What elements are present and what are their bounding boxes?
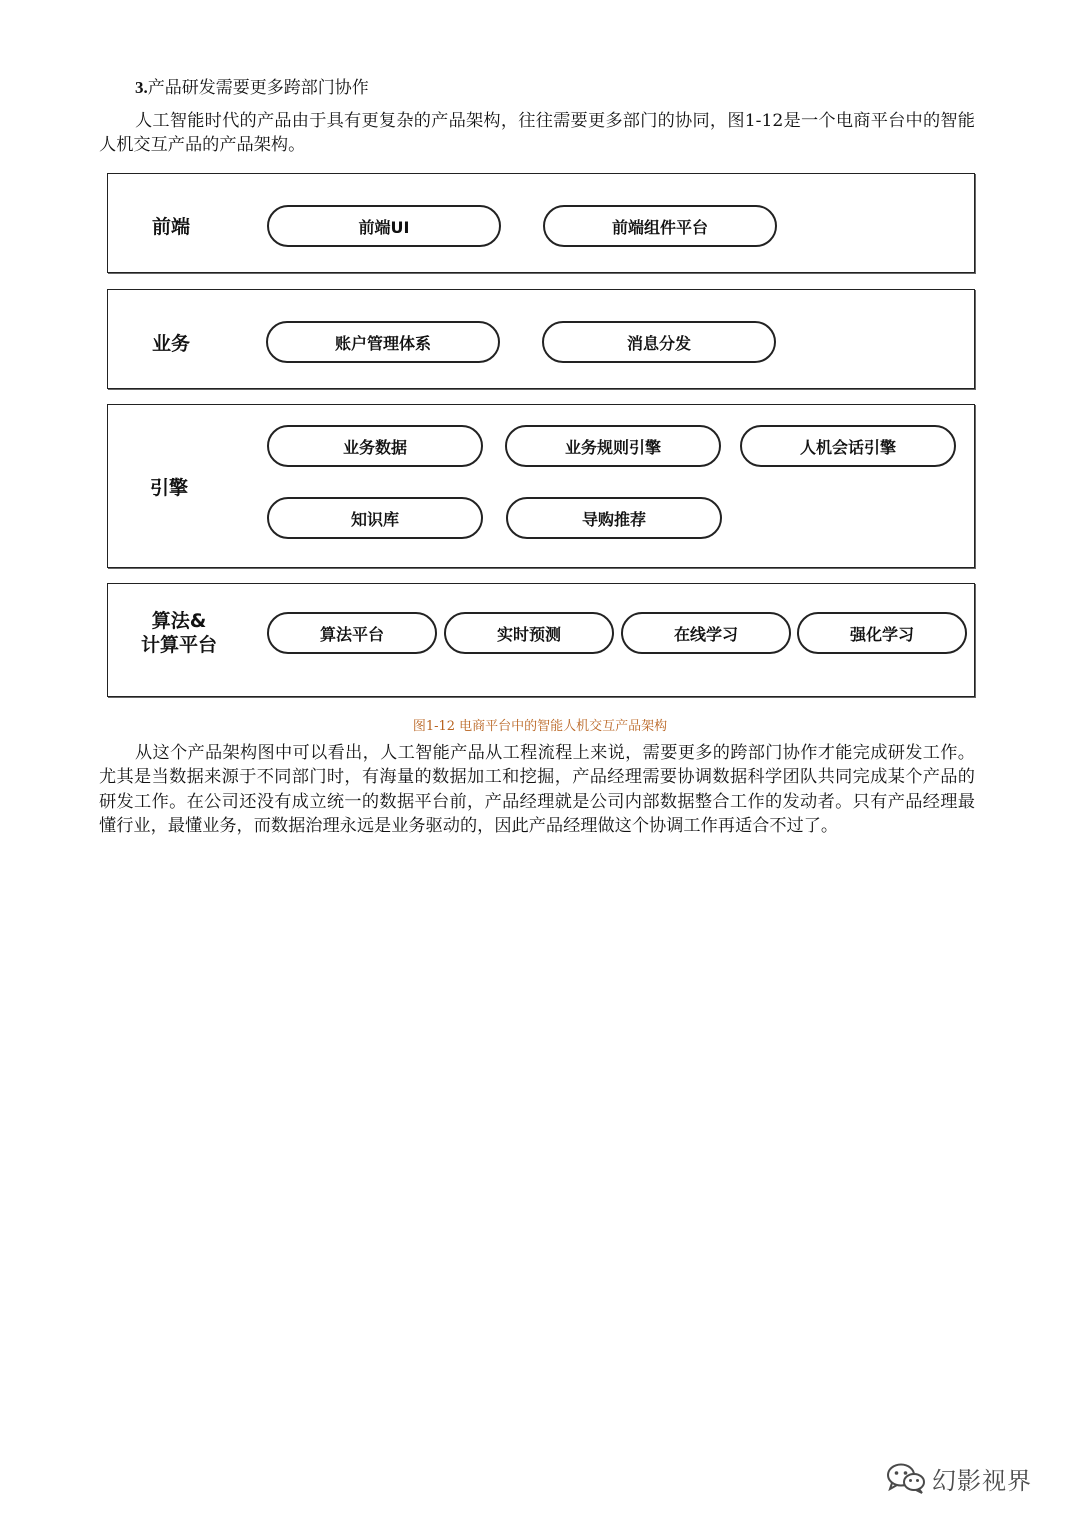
architecture-diagram xyxy=(107,173,975,699)
layer-label-line1: 算法& xyxy=(151,610,207,632)
module-box: 算法平台 xyxy=(267,612,437,654)
section-heading xyxy=(135,76,369,100)
layer-frontend xyxy=(107,173,975,273)
heading-number: 3. xyxy=(135,78,148,97)
module-box: 业务数据 xyxy=(267,425,483,467)
figure-caption: 图1-12 电商平台中的智能人机交互产品架构 xyxy=(412,719,668,734)
module-box: 前端UI xyxy=(267,205,501,247)
module-box: 导购推荐 xyxy=(506,497,722,539)
module-box: 人机会话引擎 xyxy=(740,425,956,467)
heading-text: 产品研发需要更多跨部门协作 xyxy=(147,78,369,98)
layer-label: 前端 xyxy=(152,216,191,238)
wechat-icon xyxy=(886,1462,926,1494)
layer-algorithm-platform xyxy=(107,583,975,697)
module-box: 消息分发 xyxy=(542,321,776,363)
layer-business xyxy=(107,289,975,389)
layer-label-line2: 计算平台 xyxy=(140,634,217,656)
module-box: 业务规则引擎 xyxy=(505,425,721,467)
watermark-text: 幻影视界 xyxy=(932,1466,1032,1495)
module-box: 实时预测 xyxy=(444,612,614,654)
module-box: 知识库 xyxy=(267,497,483,539)
module-box: 前端组件平台 xyxy=(543,205,777,247)
layer-engine xyxy=(107,404,975,568)
watermark xyxy=(886,1458,1032,1498)
layer-label: 业务 xyxy=(152,333,191,355)
conclusion-paragraph: 从这个产品架构图中可以看出，人工智能产品从工程流程上来说，需要更多的跨部门协作才能完成研发工作。尤其是当数据来源于不同部门时，有海量的数据加工和挖掘，产品经理需要协调数据科学团队共同完成某个产品的研发工作。在公司还没有成立统一的数据平台前，产品经理就是公司内部数据整合工作的发动者。只有产品经理最懂行业，最懂业务，而数据治理永远是业务驱动的，因此产品经理做这个协调工作再适合不过了。 xyxy=(99,743,975,837)
layer-label xyxy=(138,609,220,657)
layer-label: 引擎 xyxy=(150,477,189,499)
module-box: 在线学习 xyxy=(621,612,791,654)
module-box: 强化学习 xyxy=(797,612,967,654)
module-box: 账户管理体系 xyxy=(266,321,500,363)
intro-paragraph: 人工智能时代的产品由于具有更复杂的产品架构，往往需要更多部门的协同，图1-12是一个电商平台中的智能人机交互产品的产品架构。 xyxy=(99,111,975,156)
